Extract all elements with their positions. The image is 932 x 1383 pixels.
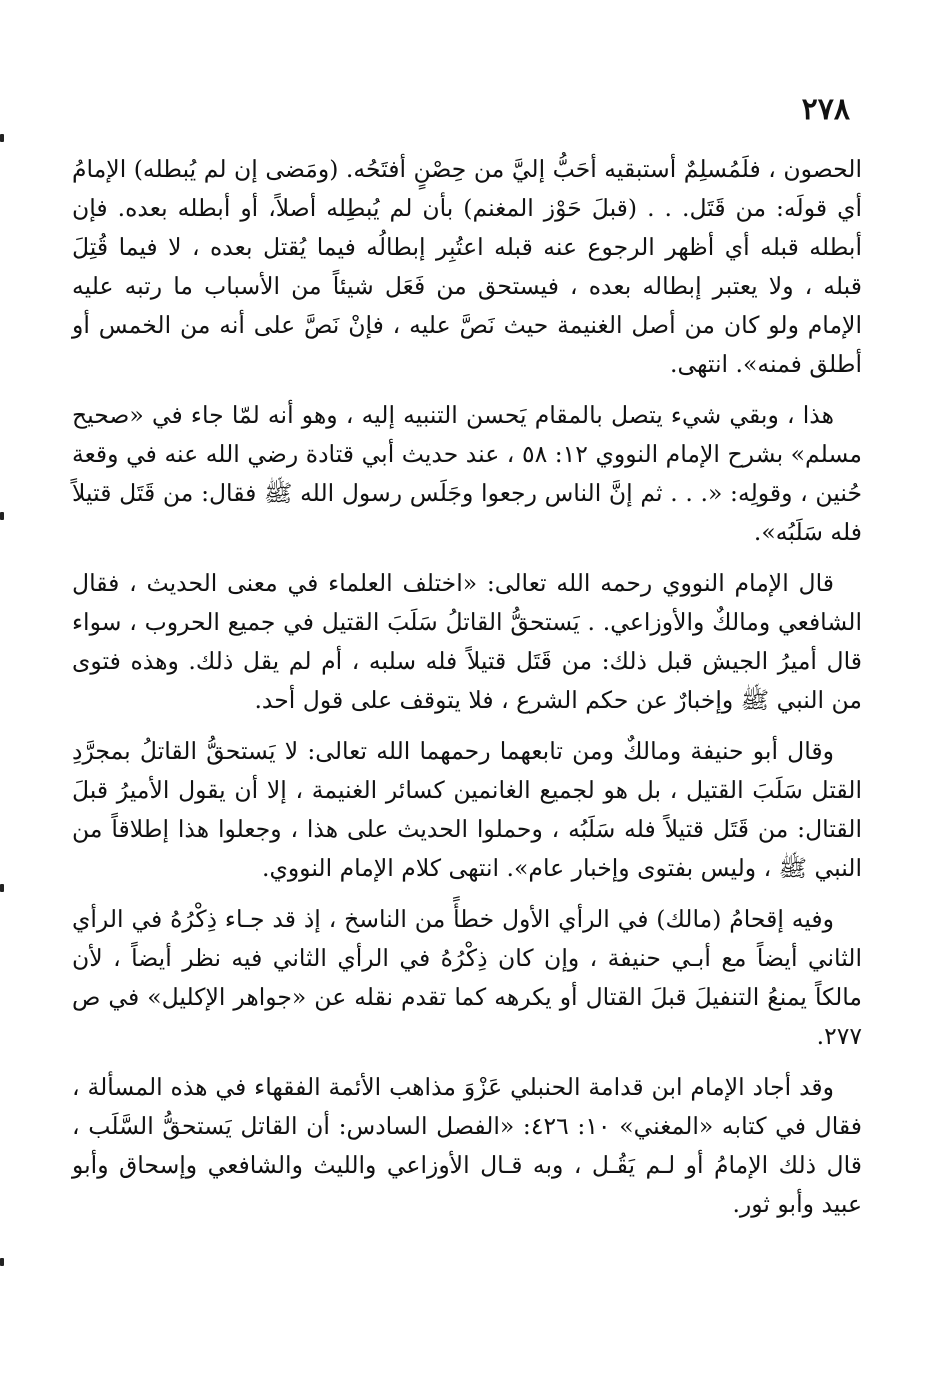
- scan-edge-mark: [0, 512, 4, 520]
- page-body: [72, 150, 862, 1224]
- paragraph-1: الحصون ، فلَمُسلِمٌ أستبقيه أحَبُّ إليَّ من حِصْنٍ أفتَحُه. (ومَضى إن لم يُبطله) الإمامُ أي قولَه: من قَتَل. . . (قبلَ حَوْز المغنم) بأن لم يُبطِله أصلاً، أو أبطله بعده. فإن أبطله قبله أي أظهر الرجوع عنه قبله اعتُبِر إبطالُه فيما يُقتل بعده ، لا فيما قُتِلَ قبله ، ولا يعتبر إبطاله بعده ، فيستحق من فَعَل شيئاً من الأسباب ما رتبه عليه الإمام ولو كان من أصل الغنيمة حيث نَصَّ عليه ، فإنْ نَصَّ على أنه من الخمس أو أطلق فمنه». انتهى.: [72, 155, 862, 378]
- paragraph-4: وقال أبو حنيفة ومالكٌ ومن تابعهما رحمهما الله تعالى: لا يَستحقُّ القاتلُ بمجرَّدِ القتل سَلَبَ القتيل ، بل هو لجميع الغانمين كسائر الغنيمة ، إلا أن يقول الأميرُ قبلَ القتال: من قَتَل قتيلاً فله سَلَبُه ، وحملوا الحديث على هذا ، وجعلوا هذا إطلاقاً من النبي ﷺ ، وليس بفتوى وإخبار عام». انتهى كلام الإمام النووي.: [72, 737, 862, 882]
- scan-edge-mark: [0, 1258, 4, 1266]
- paragraph-6: وقد أجاد الإمام ابن قدامة الحنبلي عَزْوَ مذاهب الأئمة الفقهاء في هذه المسألة ، فقال في كتابه «المغني» ١٠: ٤٢٦: «الفصل السادس: أن القاتل يَستحقُّ السَّلَب ، قال ذلك الإمامُ أو لـم يَقُـل ، وبه قـال الأوزاعي والليث والشافعي وإسحاق وأبو عبيد وأبو ثور.: [72, 1073, 862, 1218]
- scan-edge-mark: [0, 134, 4, 142]
- paragraph-2: هذا ، وبقي شيء يتصل بالمقام يَحسن التنبيه إليه ، وهو أنه لمّا جاء في «صحيح مسلم» بشرح الإمام النووي ١٢: ٥٨ ، عند حديث أبي قتادة رضي الله عنه في وقعة حُنين ، وقولِه: «. . . ثم إنَّ الناس رجعوا وجَلَس رسول الله ﷺ فقال: من قَتَل قتيلاً فله سَلَبُه».: [72, 401, 863, 546]
- scan-edge-mark: [0, 884, 4, 892]
- paragraph-3: قال الإمام النووي رحمه الله تعالى: «اختلف العلماء في معنى الحديث ، فقال الشافعي ومالكٌ والأوزاعي. . يَستحقُّ القاتلُ سَلَبَ القتيل في جميع الحروب ، سواء قال أميرُ الجيش قبل ذلك: من قَتَل قتيلاً فله سلبه ، أم لم يقل ذلك. وهذه فتوى من النبي ﷺ وإخبارٌ عن حكم الشرع ، فلا يتوقف على قول أحد.: [72, 569, 862, 714]
- paragraph-5: وفيه إقحامُ (مالك) في الرأي الأول خطأً من الناسخ ، إذ قد جـاء ذِكْرُهُ في الرأي الثاني أيضاً مع أبـي حنيفة ، وإن كان ذِكْرُهُ في الرأي الثاني فيه نظر أيضاً ، لأن مالكاً يمنعُ التنفيلَ قبلَ القتال أو يكرهه كما تقدم نقله عن «جواهر الإكليل» في ص ٢٧٧.: [72, 905, 862, 1050]
- page-number: ٢٧٨: [801, 92, 850, 127]
